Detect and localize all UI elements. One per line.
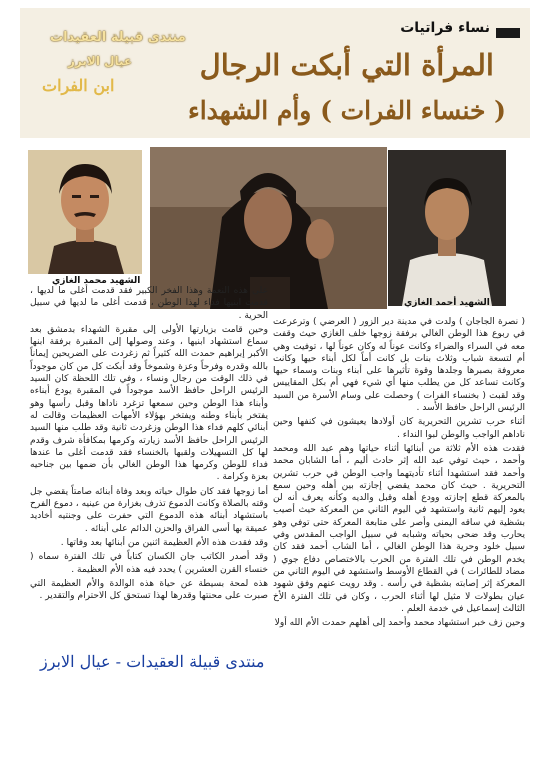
paragraph: وحين قامت بزيارتها الأولى إلى مقبرة الشهداء بدمشق بعد سماع استشهاد ابنيها ، وعند وصولها إلى المقبرة برفقة ابنها الأكبر إبراهيم حمدت الله كثيراً ثم زغردت على الضريحين إيماناً بالله وقدره وفرحاً وعزة وشموخاً وقد أبكت كل من كان موجوداً في ذلك الوقت من رجال ونساء ، وفي تلك اللحظة كان السيد الرئيس الراحل حافظ الأسد موجوداً في المقبرة يودع أبناءه وأبناء هذا الوطن وحين سمعها تزغرد ناداها وقبل رأسها وهو يفتخر بأبناء وطنه ويفتخر بهؤلاء الأمهات العظيمات وقالت له أبنائي كلهم فداء هذا الوطن وزغردت ثانية وقد طلب منها السيد الرئيس الراحل حافظ الأسد زيارته وكرمها بمكافأة شرف وقدم لها كل التسهيلات ولقبها بالخنساء فقد قدمت أغلى ما عندها فداء للوطن وكرمها هذا الوطن الغالي بأن ضمها بين جناحيه بعزة وكرامة .: [30, 324, 268, 483]
watermark-bottom: منتدى قبيلة العقيدات - عيال الابرز: [40, 652, 265, 671]
paragraph: أما زوجها فقد كان طوال حياته وبعد وفاة أبنائه صامتاً يقضي جل وقته بالصلاة وكانت الدموع تذرف بغزارة من عينيه ، دموع الفرح باستشهاد أبنائه هذه الدموع التي حفرت على وجنتيه أخاديد عميقة بها أسى الفراق والحزن الدائم على أبنائه .: [30, 486, 268, 534]
paragraph: ( نصرة الجاجان ) ولدت في مدينة دير الزور ( العرضي ) وترعرعت في ربوع هذا الوطن الغالي برفقة زوجها خلف الغازي حيث وقفت معه في السراء والضراء وكانت عوناً له وكان عوناً لها ، توفيت وهي أم لتسعة شباب وثلاث بنات بل كانت أماً لكل أبناء حيها وكانت معروفة بصبرها وجلدها وقوة تأثيرها على أبناء وبنات وسماء حيها وكانت تساعد كل من يطلب منها أي شيء فهي أم بكل المقاييس وقد لقبت ( بخنساء الفرات ) وحصلت على وسام الأسرة من السيد الرئيس الراحل حافظ الأسد .: [273, 317, 525, 414]
paragraph: وقد أصدر الكاتب جان الكسان كتاباً في تلك الفترة سماه ( خنساء القرن العشرين ) يحدد فيه هذه الأم العظيمة .: [30, 552, 268, 575]
kicker-rule: [496, 28, 520, 38]
paragraph: على هذه النعمة وهذا الفخر الكبير فقد قدمت أغلى ما لديها ، قدمت ابنيها فداء لهذا الوطن ، قدمت أغلى ما لديها في سبيل الحرية .: [30, 286, 268, 321]
article-column-left: [30, 285, 268, 680]
section-kicker: نساء فراتيات: [400, 20, 490, 36]
martyr-ahmed-photo: [388, 150, 506, 306]
caption-right-photo: الشهيد أحمد الغازي: [404, 298, 490, 308]
paragraph: هذه لمحة بسيطة عن حياة هذه الوالدة والأم العظيمة التي صبرت على محنتها وقدرها لهذا تستحق كل الاحترام والتقدير .: [30, 578, 268, 602]
article-column-right: [273, 316, 525, 701]
watermark-forum-sub: عيال الابرز: [68, 54, 133, 68]
article-header: [20, 8, 530, 138]
caption-left-photo: الشهيد محمد الغازي: [52, 276, 141, 286]
watermark-forum-name: منتدى قبيلة العقيدات: [50, 30, 186, 45]
watermark-forum-alt: ابن الفرات: [42, 76, 115, 95]
article-title: المرأة التي أبكت الرجال: [199, 48, 494, 82]
paragraph: وحين زف خبر استشهاد محمد وأحمد إلى أهلهم حمدت الأم الله أولا: [274, 618, 525, 629]
article-subtitle: ( خنساء الفرات ) وأم الشهداء: [187, 96, 506, 125]
paragraph: فقدت هذه الأم ثلاثة من أبنائها أثناء حياتها وهم عبد الله ومحمد وأحمد ، حيث توفي عبد الله إثر حادث أليم ، أما الشابان محمد وأحمد فقد استشهدا أثناء تأديتهما واجب الوطن في حرب تشرين التحريرية . حيث كان محمد يقضي إجازته بين أهله وحين سمع بالمعركة قطع إجازته وودع أهله وقبل والديه وكأنه يعرف أنه لن يعود إليهم ثانية واستشهد في اليوم الثاني من المعركة حيث أصيب بشظية في ساقه اليمنى وأصر على متابعة المعركة حتى توفي وهو يحارب وقد ضحى بحياته وشبابه في سبيل الواجب المقدس وفي سبيل خلود وحرية هذا الوطن الغالي ، أما الشاب أحمد فقد كان يخدم الوطن في تلك الفترة من الحرب بالاختصاص دفاع جوي ( مضاد للطائرات ) في القطاع الأوسط واستشهد في اليوم الثاني من المعركة إثر إصابته بشظية في رأسه . وقد رويت عنهم وفق شهود عيان بطولات لا مثيل لها أثناء الحرب ، وكان في تلك الفترة الأخ الثالث إسماعيل في خدمة العلم .: [273, 443, 525, 614]
paragraph: أثناء حرب تشرين التحريرية كان أولادها يعيشون في كنفها وحين ناداهم الواجب والوطن لبوا النداء .: [273, 417, 525, 440]
martyr-mohammed-photo: [28, 150, 142, 274]
paragraph: وقد فقدت هذه الأم العظيمة اثنين من أبنائها بعد وفاتها .: [60, 537, 268, 548]
